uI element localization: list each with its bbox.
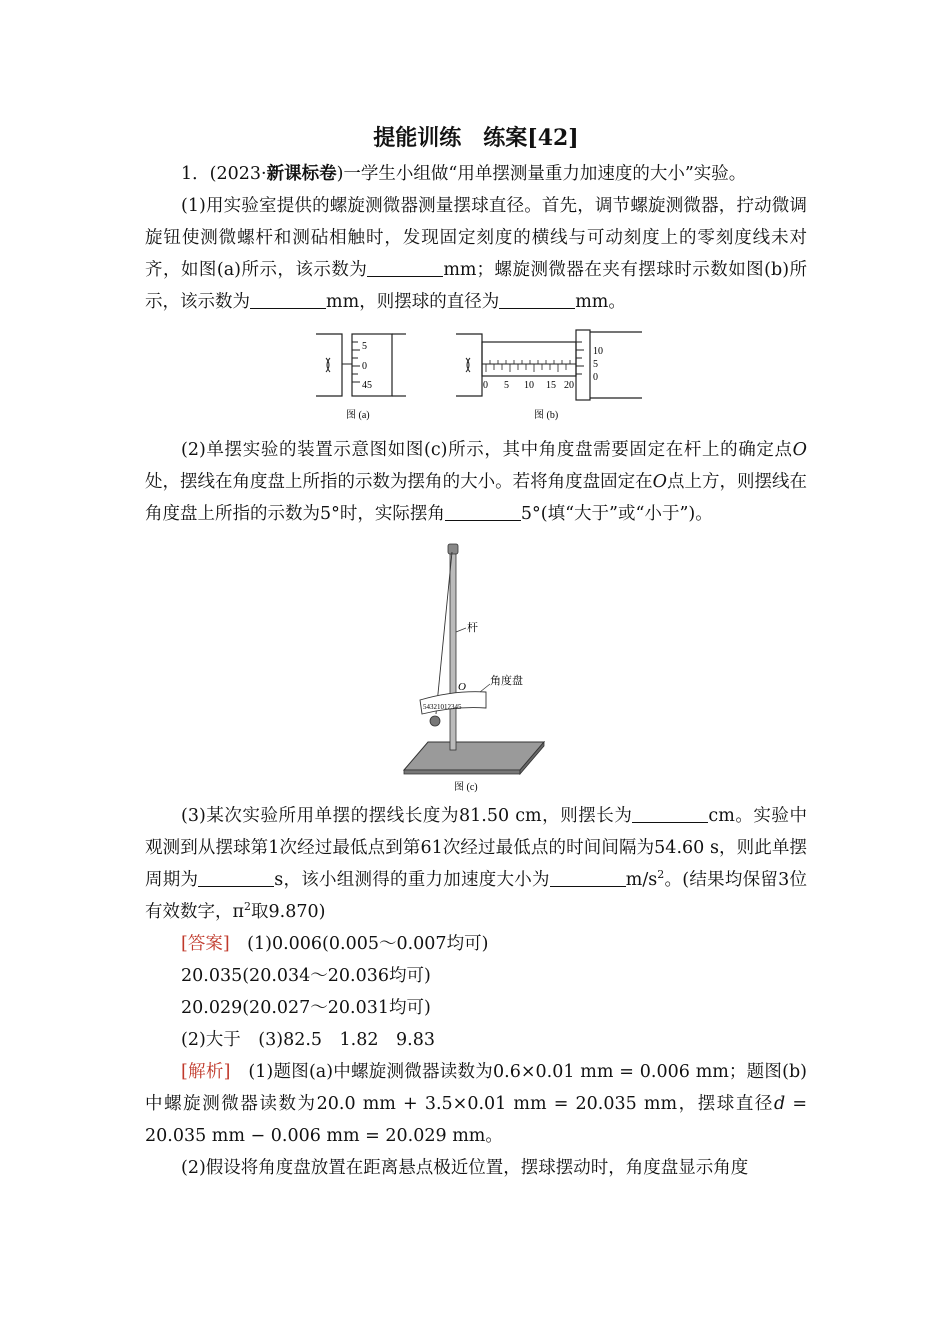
part-3-text-c: s，该小组测得的重力加速度大小为 xyxy=(274,870,550,890)
answer-tag: [答案] xyxy=(181,934,230,954)
answer-blank[interactable] xyxy=(367,258,443,277)
answer-blank[interactable] xyxy=(445,502,521,521)
analysis-text-b: = 20.035 mm − 0.006 mm = 20.029 mm。 xyxy=(145,1094,807,1146)
point-o-figure-label: O xyxy=(458,681,466,693)
part-1-text-a: (1)用实验室提供的螺旋测微器测量摆球直径。首先，调节螺旋测微器，拧动微调旋钮使测微螺杆和测砧相触时，发现固定刻度的横线与可动刻度上的零刻度线未对齐，如图(a)所示，该示数为 xyxy=(145,196,807,280)
point-o-label: O xyxy=(652,472,667,492)
point-o-label: O xyxy=(792,440,807,460)
diameter-symbol: d xyxy=(773,1094,786,1114)
micrometer-figure-a xyxy=(316,334,406,421)
angle-disk-scale: 54321012345 xyxy=(423,703,462,711)
part-3-text-b: cm。实验中观测到从摆球第1次经过最低点到第61次经过最低点的时间间隔为54.60 s，则此单摆周期为 xyxy=(145,806,807,890)
superscript: 2 xyxy=(657,868,665,882)
answer-line-2: 20.035(20.034～20.036均可) xyxy=(181,966,431,986)
part-3-text-d: m/s xyxy=(625,870,658,890)
rod-label: 杆 xyxy=(467,622,478,634)
part-3-text-a: (3)某次实验所用单摆的摆线长度为81.50 cm，则摆长为 xyxy=(181,806,633,826)
fig-a-tick-2: 45 xyxy=(362,380,372,391)
fig-b-main-tick-0: 0 xyxy=(483,380,488,391)
part-2-text-a: (2)单摆实验的装置示意图如图(c)所示，其中角度盘需要固定在杆上的确定点 xyxy=(181,440,793,460)
answer-blank[interactable] xyxy=(250,290,326,309)
part-2-text-b: 处，摆线在角度盘上所指的示数为摆角的大小。若将角度盘固定在 xyxy=(145,472,653,492)
fig-b-thimble-tick-1: 5 xyxy=(593,359,598,370)
answer-blank[interactable] xyxy=(198,868,274,887)
angle-disk-label: 角度盘 xyxy=(490,675,523,687)
part-3-text-f: 取9.870) xyxy=(251,902,326,922)
document-page xyxy=(145,118,807,1184)
answer-blank[interactable] xyxy=(550,868,626,887)
fig-a-caption: 图 (a) xyxy=(346,410,370,421)
superscript: 2 xyxy=(244,900,252,914)
stem-text: )一学生小组做“用单摆测量重力加速度的大小”实验。 xyxy=(336,164,747,184)
answer-line-1 xyxy=(145,928,807,960)
analysis-paragraph-2: (2)假设将角度盘放置在距离悬点极近位置，摆球摆动时，角度盘显示角度 xyxy=(181,1158,749,1178)
micrometer-figures xyxy=(306,328,646,426)
fig-b-caption: 图 (b) xyxy=(534,410,559,421)
question-1-stem xyxy=(145,158,807,190)
source-name: 新课标卷 xyxy=(266,164,337,184)
fig-b-thimble-tick-0: 10 xyxy=(593,346,603,357)
part-2-text-d: 5°(填“大于”或“小于”)。 xyxy=(520,504,713,524)
answer-blank[interactable] xyxy=(499,290,575,309)
part-1-text-c: mm，则摆球的直径为 xyxy=(326,292,500,312)
answer-line-4: (2)大于 (3)82.5 1.82 9.83 xyxy=(181,1030,435,1050)
fig-b-main-tick-3: 15 xyxy=(546,380,556,391)
micrometer-figure-b xyxy=(456,330,642,421)
part-2-text-c: 点上方，则摆线在角度盘上所指的示数为5°时，实际摆角 xyxy=(145,472,807,524)
answer-text-1: (1)0.006(0.005～0.007均可) xyxy=(247,934,489,954)
question-1-part-1 xyxy=(145,190,807,318)
answer-line-3: 20.029(20.027～20.031均可) xyxy=(181,998,431,1018)
analysis-paragraph-1 xyxy=(145,1056,807,1152)
fig-a-tick-0: 5 xyxy=(362,341,367,352)
part-1-text-b: mm；螺旋测微器在夹有摆球时示数如图(b)所示，该示数为 xyxy=(145,260,807,312)
fig-c-caption: 图 (c) xyxy=(454,782,478,793)
question-number: 1． xyxy=(181,164,210,184)
fig-a-tick-1: 0 xyxy=(362,361,367,372)
question-1-part-2 xyxy=(145,434,807,530)
fig-b-main-tick-4: 20 xyxy=(564,380,574,391)
answer-blank[interactable] xyxy=(632,804,708,823)
part-1-text-d: mm。 xyxy=(575,292,626,312)
question-1-part-3 xyxy=(145,800,807,928)
analysis-text-a: (1)题图(a)中螺旋测微器读数为0.6×0.01 mm = 0.006 mm；题图(b)中螺旋测微器读数为20.0 mm + 3.5×0.01 mm = 20.035 mm，摆球直径 xyxy=(145,1062,807,1114)
source-prefix: (2023· xyxy=(209,164,267,184)
fig-b-thimble-tick-2: 0 xyxy=(593,372,598,383)
page-title: 提能训练 练案[42] xyxy=(373,125,579,151)
pendulum-figure xyxy=(376,542,576,794)
fig-b-main-tick-1: 5 xyxy=(504,380,509,391)
part-3-text-e: 。(结果均保留3位有效数字，π xyxy=(145,870,807,922)
analysis-tag: [解析] xyxy=(181,1062,231,1082)
fig-b-main-tick-2: 10 xyxy=(524,380,534,391)
